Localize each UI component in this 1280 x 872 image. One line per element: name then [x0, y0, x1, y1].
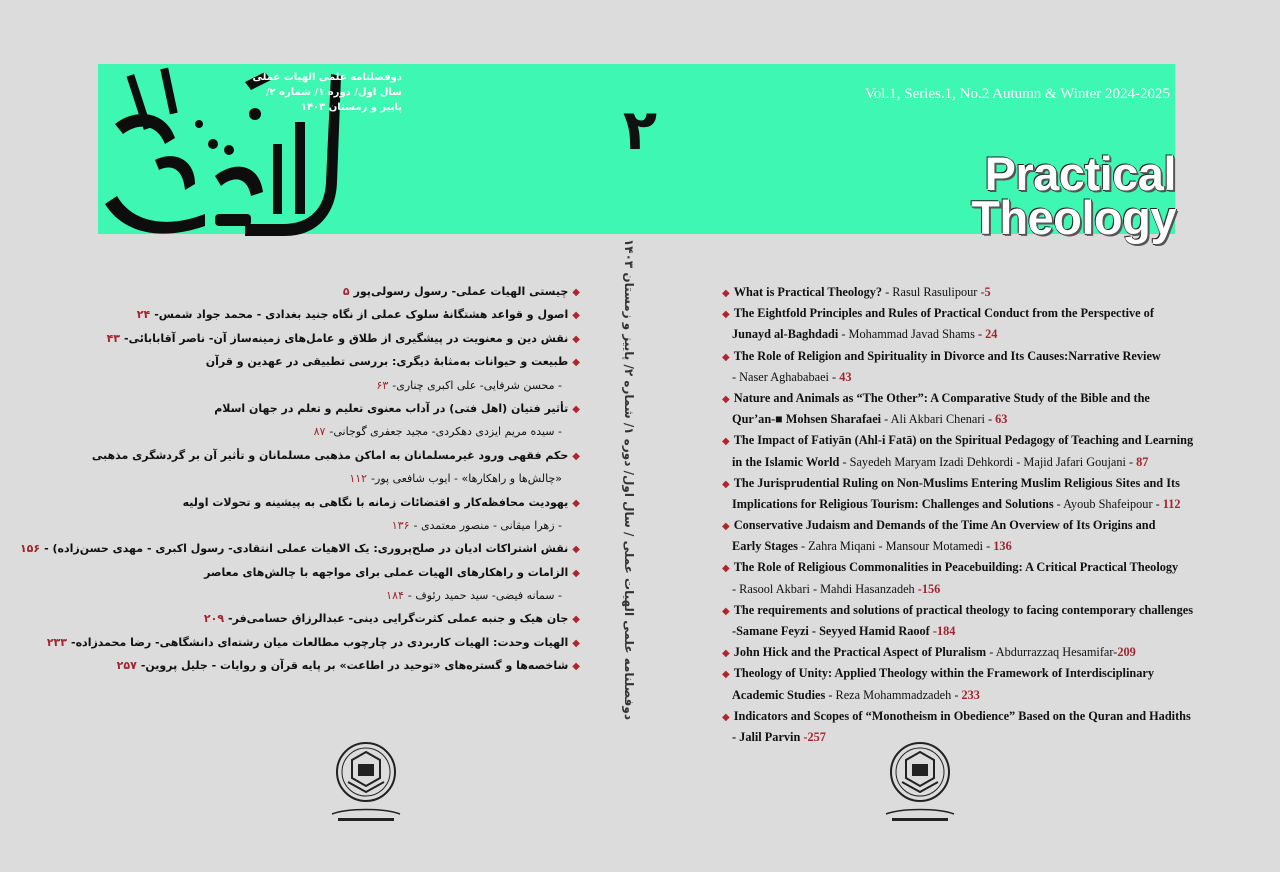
- en-title-line1: Practical: [984, 147, 1176, 200]
- fa-toc-page: ۱۸۴: [386, 589, 404, 603]
- diamond-icon: ◆: [572, 497, 580, 509]
- spine-text: دوفصلنامه علمی الهیات عملی / سال اول/ دوره ۱/ شماره ۲/ پاییز و زمستان ۱۴۰۳: [622, 238, 636, 720]
- fa-toc-title: یهودیت محافظه‌کار و اقتضائات زمانه با نگاهی به پیشینه و تحولات اولیه: [182, 495, 569, 509]
- en-toc-title: Theology of Unity: Applied Theology within the Framework of Interdisciplinary: [733, 666, 1154, 681]
- diamond-icon: ◆: [572, 450, 580, 462]
- en-toc-item: [722, 388, 1192, 409]
- diamond-icon: ◆: [722, 521, 730, 533]
- en-toc-item: [722, 557, 1192, 578]
- fa-toc-page: ۱۱۲: [349, 472, 368, 486]
- en-toc-title: Nature and Animals as “The Other”: A Comparative Study of the Bible and the: [733, 390, 1150, 405]
- diamond-icon: ◆: [572, 637, 580, 649]
- fa-toc-page: ۱۳۶: [391, 518, 410, 532]
- en-toc-title: Indicators and Scopes of “Monotheism in Obedience” Based on the Quran and Hadiths: [733, 708, 1191, 723]
- en-toc-item: [722, 642, 1192, 663]
- en-toc-page: -156: [917, 581, 941, 596]
- en-toc-item: [722, 515, 1192, 536]
- fa-toc-page: ۶۳: [376, 378, 389, 392]
- fa-toc-item: [80, 327, 580, 350]
- en-toc-item: [722, 579, 1192, 600]
- diamond-icon: ◆: [572, 661, 580, 673]
- fa-toc-title: حکم فقهی ورود غیرمسلمانان به اماکن مذهبی مسلمانان و تأثیر آن بر گردشگری مذهبی: [91, 448, 569, 462]
- fa-toc-title: الهیات وحدت: الهیات کاربردی در چارچوب مطالعات میان رشته‌ای دانشگاهی- رضا محمدزاده-: [71, 635, 569, 649]
- fa-toc-title: - سمانه فیضی- سید حمید رئوف -: [407, 589, 562, 603]
- fa-journal-meta: [242, 70, 402, 115]
- fa-toc-item: [46, 631, 580, 654]
- en-toc-authors: - Reza Mohammadzadeh -: [825, 687, 962, 702]
- fa-toc-title: - زهرا میقانی - منصور معتمدی -: [413, 518, 562, 532]
- en-toc-page: 63: [995, 412, 1008, 427]
- en-toc-item: [722, 621, 1192, 642]
- fa-volume: سال اول/ دوره ۱/ شماره ۲/ پاییز و زمستان ۱۴۰۳: [265, 87, 402, 113]
- en-toc-title: - Jalil Parvin: [732, 729, 804, 744]
- fa-toc-item: [80, 607, 580, 630]
- fa-toc-item: [80, 584, 580, 607]
- fa-toc-item: [80, 467, 580, 490]
- university-seal-icon: [872, 738, 968, 830]
- en-toc-item: [722, 452, 1192, 473]
- en-toc-title: The Impact of Fatiyān (Ahl-i Fatā) on the Spiritual Pedagogy of Teaching and Learning: [733, 433, 1194, 448]
- diamond-icon: ◆: [722, 478, 730, 490]
- fa-toc-title: طبیعت و حیوانات به‌مثابهٔ دیگری: بررسی تطبیقی در عهدین و قرآن: [205, 355, 569, 369]
- en-toc-title: Junayd al-Baghdadi: [732, 327, 839, 342]
- en-toc-item: [722, 663, 1192, 684]
- diamond-icon: ◆: [722, 605, 730, 617]
- diamond-icon: ◆: [572, 333, 580, 345]
- fa-toc-item: [80, 280, 580, 303]
- en-toc-page: 87: [1136, 454, 1149, 469]
- en-volume: Vol.1, Series.1, No.2 Autumn & Winter 2024-2025: [864, 86, 1170, 102]
- diamond-icon: ◆: [722, 669, 730, 681]
- fa-toc-page: ۲۴: [136, 308, 151, 322]
- fa-toc-page: ۸۷: [313, 425, 326, 439]
- en-toc-page: 209: [1117, 645, 1136, 660]
- issue-number: ۲: [622, 98, 658, 163]
- en-toc-title: Implications for Religious Tourism: Challenges and Solutions: [732, 496, 1054, 511]
- diamond-icon: ◆: [722, 393, 730, 405]
- fa-toc-title: «چالش‌ها و راهکارها» - ایوب شافعی پور-: [371, 472, 562, 486]
- en-toc-title: What is Practical Theology?: [733, 285, 883, 299]
- en-toc-item: [722, 303, 1192, 324]
- fa-toc-title: نقش اشتراکات ادیان در صلح‌پروری: یک الاهیات عملی انتقادی- رسول اکبری - مهدی حسن‌زاده) -: [44, 542, 569, 556]
- diamond-icon: ◆: [572, 403, 580, 415]
- diamond-icon: ◆: [722, 351, 730, 363]
- fa-toc-title: - سیده مریم ایزدی دهکردی- مجید جعفری گوجانی-: [329, 425, 562, 439]
- diamond-icon: ◆: [722, 288, 730, 299]
- fa-toc-item: [19, 537, 580, 560]
- fa-toc-title: تأثیر فتیان (اهل فتی) در آداب معنوی تعلیم و تعلم در جهان اسلام: [214, 401, 569, 415]
- en-toc-page: 24: [985, 327, 998, 342]
- en-toc-item: [722, 324, 1192, 345]
- fa-toc-item: [80, 444, 580, 467]
- en-toc-title: Early Stages: [732, 539, 798, 554]
- diamond-icon: ◆: [722, 711, 730, 723]
- en-toc-item: [722, 430, 1192, 451]
- en-toc-item: [722, 494, 1192, 515]
- en-toc-page: -257: [803, 729, 826, 744]
- fa-toc-item: [80, 561, 580, 584]
- fa-toc-page: ۲۰۹: [203, 612, 225, 626]
- logo-text: الهیات عملی: [220, 239, 226, 240]
- en-toc-page: 43: [839, 369, 852, 384]
- diamond-icon: ◆: [722, 436, 730, 448]
- en-toc-authors: - Ali Akbari Chenari -: [881, 412, 996, 427]
- en-toc-page: 136: [993, 539, 1012, 554]
- en-toc-page: 233: [961, 687, 980, 702]
- en-title-line2: Theology: [971, 191, 1176, 244]
- en-toc-item: [722, 473, 1192, 494]
- fa-toc-item: [80, 303, 580, 326]
- diamond-icon: ◆: [722, 563, 730, 575]
- fa-toc-title: شاخصه‌ها و گستره‌های «توحید در اطاعت» بر پایه قرآن و روایات - جلیل پروین-: [140, 659, 569, 673]
- en-toc-item: [722, 706, 1192, 727]
- fa-toc-item: [80, 420, 580, 443]
- fa-table-of-contents: [19, 280, 580, 678]
- spine: [616, 238, 642, 726]
- fa-toc-title: اصول و قواعد هشتگانهٔ سلوک عملی از نگاه جنید بغدادی - محمد جواد شمس-: [154, 308, 569, 322]
- en-journal-title: [900, 147, 1176, 244]
- en-toc-title: The Role of Religion and Spirituality in Divorce and Its Causes:Narrative Review: [733, 348, 1161, 363]
- fa-toc-item: [80, 397, 580, 420]
- diamond-icon: ◆: [572, 567, 580, 579]
- en-toc-title: The Role of Religious Commonalities in Peacebuilding: A Critical Practical Theology: [733, 560, 1179, 575]
- en-table-of-contents: [722, 282, 1192, 748]
- en-toc-title: Conservative Judaism and Demands of the Time An Overview of Its Origins and: [733, 518, 1156, 533]
- fa-toc-title: جان هیک و جنبه عملی کثرت‌گرایی دینی- عبدالرزاق حسامی‌فر-: [228, 612, 569, 626]
- en-toc-page: -184: [932, 624, 956, 638]
- diamond-icon: ◆: [722, 648, 730, 660]
- fa-toc-title: نقش دین و معنویت در پیشگیری از طلاق و عامل‌های زمینه‌ساز آن- ناصر آقابابائی-: [124, 331, 569, 345]
- diamond-icon: ◆: [722, 309, 730, 321]
- en-toc-title: John Hick and the Practical Aspect of Pluralism: [733, 645, 987, 660]
- fa-toc-item: [80, 491, 580, 514]
- fa-toc-page: ۴۳: [106, 331, 121, 345]
- en-toc-authors: - Sayedeh Maryam Izadi Dehkordi - Majid Jafari Goujani -: [839, 454, 1137, 469]
- en-toc-authors: - Ayoub Shafeipour -: [1053, 496, 1163, 511]
- en-toc-title: The Jurisprudential Ruling on Non-Muslims Entering Muslim Religious Sites and Its: [733, 475, 1180, 490]
- diamond-icon: ◆: [572, 310, 580, 322]
- en-toc-authors: - Rasul Rasulipour: [882, 285, 981, 299]
- en-toc-title: The requirements and solutions of practical theology to facing contemporary challenges: [733, 602, 1193, 617]
- fa-toc-item: [80, 514, 580, 537]
- en-toc-item: [722, 282, 1192, 303]
- en-toc-authors: - Mohammad Javad Shams -: [838, 327, 986, 342]
- en-toc-title: Qur’an-■ Mohsen Sharafaei: [732, 412, 882, 427]
- fa-toc-item: [80, 654, 580, 677]
- fa-toc-title: - محسن شرفایی- علی اکبری چناری-: [392, 378, 562, 392]
- fa-toc-page: ۱۵۶: [19, 542, 41, 556]
- en-toc-item: [722, 600, 1192, 621]
- en-toc-authors: - Naser Aghababaei -: [732, 369, 840, 384]
- en-toc-authors: - Rasool Akbari - Mahdi Hasanzadeh: [732, 581, 918, 596]
- en-toc-authors: - Abdurrazzaq Hesamifar-: [986, 645, 1118, 660]
- fa-toc-page: ۲۵۷: [116, 659, 137, 673]
- fa-toc-item: [80, 350, 580, 373]
- en-toc-title: in the Islamic World: [732, 454, 840, 469]
- en-toc-item: [722, 685, 1192, 706]
- diamond-icon: ◆: [572, 287, 580, 298]
- fa-toc-page: ۵: [342, 285, 350, 298]
- fa-toc-page: ۲۳۳: [46, 635, 67, 649]
- en-toc-item: [722, 346, 1192, 367]
- diamond-icon: ◆: [572, 544, 580, 556]
- en-toc-title: The Eightfold Principles and Rules of Practical Conduct from the Perspective of: [733, 306, 1154, 321]
- fa-toc-item: [80, 374, 580, 397]
- en-toc-page: -5: [980, 285, 991, 299]
- en-toc-item: [722, 367, 1192, 388]
- fa-subtitle: دوفصلنامه علمی الهیات عملی: [252, 72, 402, 83]
- fa-toc-title: چیستی الهیات عملی- رسول رسولی‌پور: [353, 285, 569, 298]
- diamond-icon: ◆: [572, 357, 580, 369]
- en-toc-page: 112: [1162, 496, 1181, 511]
- en-toc-item: [722, 536, 1192, 557]
- university-seal-icon: [318, 738, 414, 830]
- en-toc-title: -Samane Feyzi - Seyyed Hamid Raoof: [732, 624, 933, 638]
- en-toc-authors: - Zahra Miqani - Mansour Motamedi -: [797, 539, 994, 554]
- en-toc-item: [722, 409, 1192, 430]
- diamond-icon: ◆: [572, 614, 580, 626]
- fa-toc-title: الزامات و راهکارهای الهیات عملی برای مواجهه با چالش‌های معاصر: [204, 565, 569, 579]
- en-toc-title: Academic Studies: [732, 687, 826, 702]
